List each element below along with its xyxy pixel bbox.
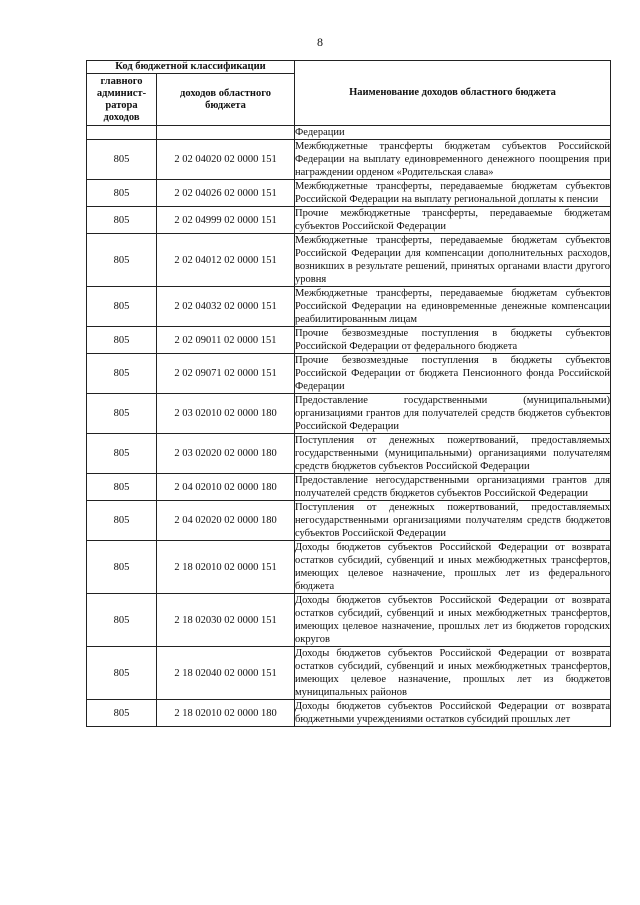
income-code-cell: 2 02 04999 02 0000 151 (157, 207, 295, 234)
income-name-cell: Межбюджетные трансферты бюджетам субъектов Российской Федерации на выплату единовременного денежного поощрения при награждении орденом «Родительская слава» (295, 141, 610, 178)
table-row (87, 434, 611, 474)
income-name-cell: Поступления от денежных пожертвований, предоставляемых негосударственными организациями получателям средств бюджетов субъектов Российской Федерации (295, 502, 610, 539)
income-name-cell: Доходы бюджетов субъектов Российской Федерации от возврата бюджетными учреждениями остатков субсидий прошлых лет (295, 701, 610, 725)
budget-classification-table (86, 60, 611, 727)
table-row (87, 180, 611, 207)
table-row (87, 700, 611, 727)
income-name-cell: Доходы бюджетов субъектов Российской Федерации от возврата остатков субсидий, субвенций и иных межбюджетных трансфертов, имеющих целевое назначение, прошлых лет из федерального бюджета (295, 542, 610, 592)
income-code-cell: 2 18 02010 02 0000 151 (157, 541, 295, 594)
table-row (87, 394, 611, 434)
admin-code-cell: 805 (87, 287, 157, 327)
continuation-row (87, 126, 611, 140)
table-row (87, 354, 611, 394)
income-name-cell: Межбюджетные трансферты, передаваемые бюджетам субъектов Российской Федерации на выплату региональной доплаты к пенсии (295, 181, 610, 205)
header-budget-code-group: Код бюджетной классификации (87, 61, 295, 74)
table-row (87, 140, 611, 180)
admin-code-cell: 805 (87, 594, 157, 647)
income-name-cell: Доходы бюджетов субъектов Российской Федерации от возврата остатков субсидий, субвенций и иных межбюджетных трансфертов, имеющих целевое назначение, прошлых лет из бюджетов городских округов (295, 595, 610, 645)
income-code-cell: 2 18 02010 02 0000 180 (157, 700, 295, 727)
page-number: 8 (317, 35, 323, 49)
table-row (87, 207, 611, 234)
table-row (87, 501, 611, 541)
income-code-cell: 2 03 02020 02 0000 180 (157, 434, 295, 474)
income-name-cell: Предоставление негосударственными организациями грантов для получателей средств бюджетов субъектов Российской Федерации (295, 475, 610, 499)
income-code-cell: 2 02 09071 02 0000 151 (157, 354, 295, 394)
admin-code-cell: 805 (87, 434, 157, 474)
income-code-cell: 2 02 04020 02 0000 151 (157, 140, 295, 180)
table-row (87, 287, 611, 327)
admin-code-cell: 805 (87, 474, 157, 501)
admin-code-cell: 805 (87, 234, 157, 287)
header-income-name: Наименование доходов областного бюджета (295, 61, 611, 126)
income-code-cell: 2 04 02020 02 0000 180 (157, 501, 295, 541)
admin-code-cell: 805 (87, 501, 157, 541)
table-row (87, 474, 611, 501)
admin-code-cell: 805 (87, 140, 157, 180)
admin-code-cell: 805 (87, 180, 157, 207)
continuation-text: Федерации (295, 126, 611, 140)
income-code-cell: 2 02 04012 02 0000 151 (157, 234, 295, 287)
income-name-cell: Прочие безвозмездные поступления в бюджеты субъектов Российской Федерации от федерального бюджета (295, 328, 610, 352)
table-row (87, 541, 611, 594)
income-code-cell: 2 18 02040 02 0000 151 (157, 647, 295, 700)
income-name-cell: Доходы бюджетов субъектов Российской Федерации от возврата остатков субсидий, субвенций и иных межбюджетных трансфертов, имеющих целевое назначение, прошлых лет из бюджетов муниципальных районов (295, 648, 610, 698)
table-row (87, 594, 611, 647)
header-main-administrator: главного админист-ратора доходов (87, 74, 157, 126)
table-row (87, 234, 611, 287)
income-name-cell: Поступления от денежных пожертвований, предоставляемых государственными (муниципальными) организациями получателям средств бюджетов субъектов Российской Федерации (295, 435, 610, 472)
income-name-cell: Межбюджетные трансферты, передаваемые бюджетам субъектов Российской Федерации на единовременные денежные компенсации реабилитированным лицам (295, 288, 610, 325)
admin-code-cell: 805 (87, 700, 157, 727)
table-row (87, 327, 611, 354)
income-name-cell: Межбюджетные трансферты, передаваемые бюджетам субъектов Российской Федерации для компенсации дополнительных расходов, возникших в результате решений, принятых органами власти другого уровня (295, 235, 610, 285)
income-code-cell: 2 18 02030 02 0000 151 (157, 594, 295, 647)
income-name-cell: Прочие безвозмездные поступления в бюджеты субъектов Российской Федерации от бюджета Пенсионного фонда Российской Федерации (295, 355, 610, 392)
table-row (87, 647, 611, 700)
admin-code-cell: 805 (87, 327, 157, 354)
income-code-cell: 2 02 04032 02 0000 151 (157, 287, 295, 327)
income-code-cell: 2 02 09011 02 0000 151 (157, 327, 295, 354)
income-code-cell: 2 02 04026 02 0000 151 (157, 180, 295, 207)
admin-code-cell: 805 (87, 207, 157, 234)
header-regional-income-code: доходов областного бюджета (157, 74, 295, 126)
admin-code-cell: 805 (87, 647, 157, 700)
income-code-cell: 2 03 02010 02 0000 180 (157, 394, 295, 434)
admin-code-cell: 805 (87, 354, 157, 394)
income-name-cell: Прочие межбюджетные трансферты, передаваемые бюджетам субъектов Российской Федерации (295, 208, 610, 232)
income-name-cell: Предоставление государственными (муниципальными) организациями грантов для получателей средств бюджетов субъектов Российской Федерации (295, 395, 610, 432)
income-code-cell: 2 04 02010 02 0000 180 (157, 474, 295, 501)
admin-code-cell: 805 (87, 394, 157, 434)
admin-code-cell: 805 (87, 541, 157, 594)
